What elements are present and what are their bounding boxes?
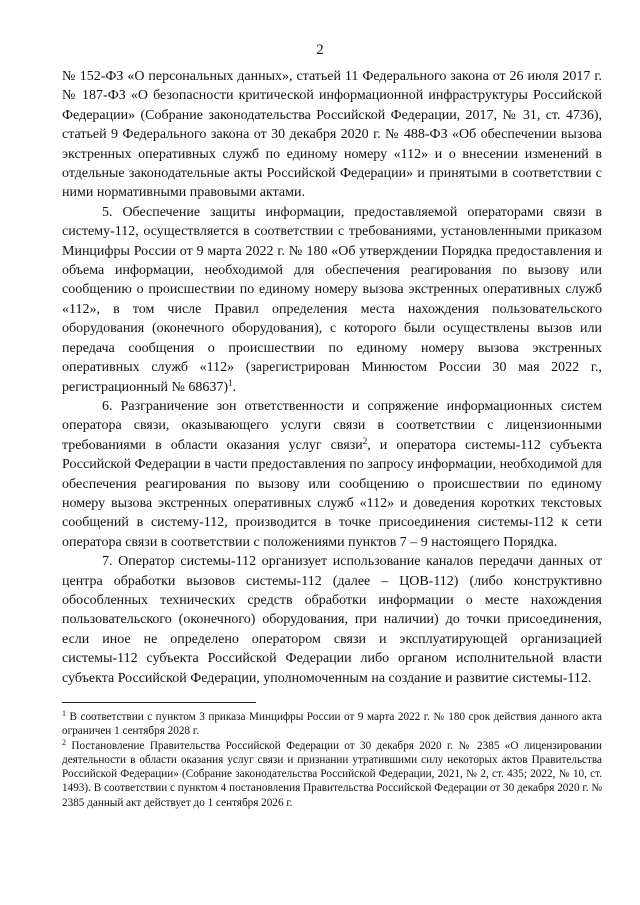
paragraph-5-text: 5. Обеспечение защиты информации, предоставляемой операторами связи в систему-112, осуществляется в соответствии с требованиями, установленными приказом Минцифры России от 9 марта 2022 г. № 180 «Об утверждении Порядка предоставления и объема информации, необходимой для обеспечения реагирования по вызову или сообщению о происшествии по единому номеру вызова экстренных оперативных служб «112», в том числе Правил определения места нахождения пользовательского оборудования (оконечного оборудования), с которого были осуществлены вызов или передача сообщения о происшествии по единому номеру вызова экстренных оперативных служб «112» (зарегистрирован Минюстом России 30 мая 2022 г., регистрационный № 68637): [62, 204, 602, 395]
paragraph-6-text: 6. Разграничение зон ответственности и сопряжение информационных систем оператора связи, оказывающего услуги связи в соответствии с лицензионными требованиями в области оказания услуг связи: [62, 398, 602, 453]
paragraph-5: [62, 203, 602, 397]
paragraph-6-end: , и оператора системы-112 субъекта Российской Федерации в части предоставления по запросу информации, необходимой для обеспечения реагирования по вызову или сообщению о происшествии по единому номеру вызова экстренных оперативных служб «112» и доведения коротких текстовых сообщений в систему-112, производится в точке присоединения системы-112 к сети оператора связи в соответствии с положениями пунктов 7 – 9 настоящего Порядка.: [62, 437, 602, 550]
footnote-ref-2[interactable]: 2: [362, 435, 368, 446]
footnote-2: [62, 739, 602, 810]
footnote-mark-2: 2: [62, 737, 66, 747]
page-number: 2: [316, 42, 324, 58]
document-body: [62, 67, 602, 688]
footnotes: [62, 710, 602, 810]
footnote-mark-1: 1: [62, 709, 66, 718]
paragraph-continuation: № 152-ФЗ «О персональных данных», статьей 11 Федерального закона от 26 июля 2017 г. № 187-ФЗ «О безопасности критической информационной инфраструктуры Российской Федерации» (Собрание законодательства Российской Федерации, 2017, № 31, ст. 4736), статьей 9 Федерального закона от 30 декабря 2020 г. № 488-ФЗ «Об обеспечении вызова экстренных оперативных служб по единому номеру «112» и о внесении изменений в отдельные законодательные акты Российской Федерации» и принятыми в соответствии с ними нормативными правовыми актами.: [62, 69, 602, 201]
paragraph-5-end: .: [232, 379, 237, 395]
footnote-2-text: Постановление Правительства Российской Федерации от 30 декабря 2020 г. № 2385 «О лицензировании деятельности в области оказания услуг связи и признании утратившими силу некоторых актов Правительства Российской Федерации» (Собрание законодательства Российской Федерации, 2021, № 2, ст. 435; 2022, № 10, ст. 1493). В соответствии с пунктом 4 постановления Правительства Российской Федерации от 30 декабря 2020 г. № 2385 данный акт действует до 1 сентября 2026 г.: [62, 739, 602, 809]
footnote-1-text: В соответствии с пунктом 3 приказа Минцифры России от 9 марта 2022 г. № 180 срок действия данного акта ограничен 1 сентября 2028 г.: [62, 711, 602, 738]
footnote-1: [62, 710, 602, 739]
footnote-ref-1[interactable]: 1: [228, 377, 233, 388]
footnote-separator: [62, 702, 256, 703]
paragraph-6: [62, 397, 602, 552]
paragraph-7: 7. Оператор системы-112 организует использование каналов передачи данных от центра обработки вызовов системы-112 (далее – ЦОВ-112) (либо конструктивно обособленных технических средств обработки информации о месте нахождения пользовательского (оконечного) оборудования, при наличии) до точки присоединения, если иное не определено оператором связи и эксплуатирующей организацией системы-112 субъекта Российской Федерации либо органом исполнительной власти субъекта Российской Федерации, уполномоченным на создание и развитие системы-112.: [62, 554, 602, 686]
